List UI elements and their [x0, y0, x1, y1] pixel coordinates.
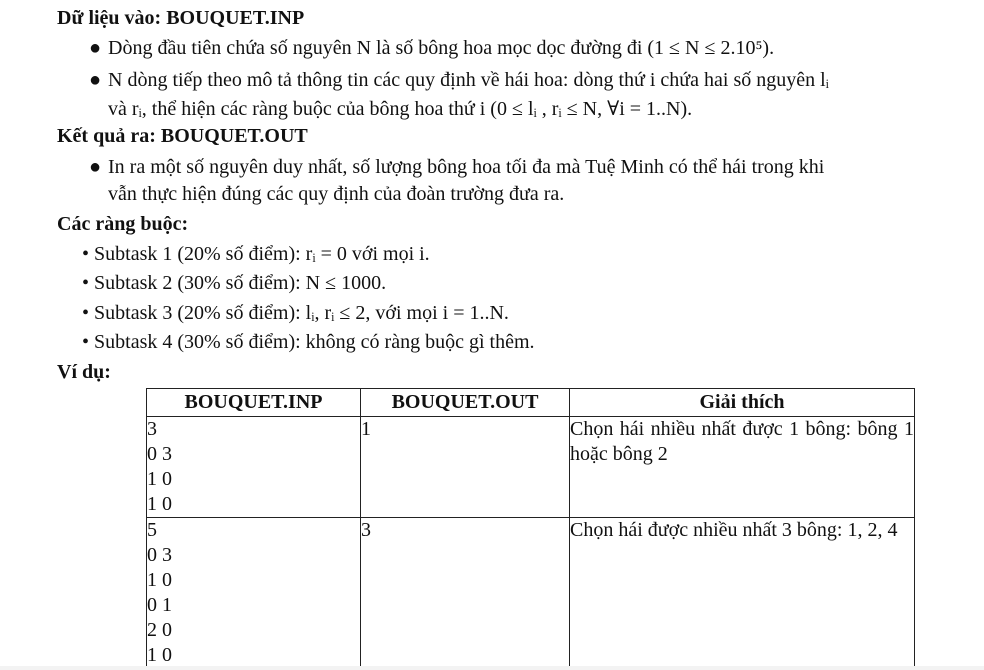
explanation-cell: Chọn hái nhiều nhất được 1 bông: bông 1 hoặc bông 2 — [570, 417, 915, 518]
table-header-row — [147, 389, 915, 417]
input-line: 1 0 — [147, 468, 172, 490]
input-item-2-line-2: và rᵢ, thể hiện các ràng buộc của bông hoa thứ i (0 ≤ lᵢ , rᵢ ≤ N, ∀i = 1..N). — [108, 98, 693, 120]
col-header-explanation: Giải thích — [570, 389, 915, 417]
input-line: 0 3 — [147, 544, 172, 566]
constraints-heading: Các ràng buộc: — [57, 213, 189, 235]
bullet-icon: ● — [89, 69, 102, 91]
col-header-output: BOUQUET.OUT — [361, 389, 570, 417]
input-line: 1 0 — [147, 493, 172, 515]
input-line: 1 0 — [147, 569, 172, 591]
bullet-icon: ● — [89, 37, 102, 59]
output-cell: 3 — [361, 518, 570, 669]
input-cell — [147, 518, 361, 669]
example-table — [146, 388, 915, 669]
input-item-1: Dòng đầu tiên chứa số nguyên N là số bông hoa mọc dọc đường đi (1 ≤ N ≤ 2.10⁵). — [108, 37, 775, 59]
subtask-3-text: Subtask 3 (20% số điểm): lᵢ, rᵢ ≤ 2, với mọi i = 1..N. — [94, 302, 509, 324]
input-line: 0 3 — [147, 443, 172, 465]
subtask-1: • Subtask 1 (20% số điểm): rᵢ = 0 với mọi i. — [82, 243, 430, 265]
subtask-2: • Subtask 2 (30% số điểm): N ≤ 1000. — [82, 272, 387, 294]
output-heading: Kết quả ra: BOUQUET.OUT — [57, 125, 308, 147]
input-item-2-line-1: N dòng tiếp theo mô tả thông tin các quy định về hái hoa: dòng thứ i chứa hai số nguyên lᵢ — [108, 69, 829, 91]
table-row — [147, 518, 915, 669]
subtask-2-text: Subtask 2 (30% số điểm): N ≤ 1000. — [94, 272, 387, 294]
explanation-cell: Chọn hái được nhiều nhất 3 bông: 1, 2, 4 — [570, 518, 915, 669]
input-heading: Dữ liệu vào: BOUQUET.INP — [57, 7, 305, 29]
output-item-line-2: vẫn thực hiện đúng các quy định của đoàn trường đưa ra. — [108, 183, 565, 205]
output-cell: 1 — [361, 417, 570, 518]
subtask-3: • Subtask 3 (20% số điểm): lᵢ, rᵢ ≤ 2, với mọi i = 1..N. — [82, 302, 509, 324]
output-item-line-1: In ra một số nguyên duy nhất, số lượng bông hoa tối đa mà Tuệ Minh có thể hái trong khi — [108, 156, 825, 178]
page-bottom-edge — [0, 666, 984, 670]
input-cell — [147, 417, 361, 518]
input-line: 3 — [147, 418, 157, 440]
col-header-input: BOUQUET.INP — [147, 389, 361, 417]
subtask-4-text: Subtask 4 (30% số điểm): không có ràng buộc gì thêm. — [94, 331, 535, 353]
input-line: 1 0 — [147, 644, 172, 666]
subtask-4: • Subtask 4 (30% số điểm): không có ràng buộc gì thêm. — [82, 331, 535, 353]
subtask-1-text: Subtask 1 (20% số điểm): rᵢ = 0 với mọi i. — [94, 243, 430, 265]
bullet-icon: ● — [89, 156, 102, 178]
input-line: 2 0 — [147, 619, 172, 641]
table-row — [147, 417, 915, 518]
input-line: 5 — [147, 519, 157, 541]
input-line: 0 1 — [147, 594, 172, 616]
example-heading: Ví dụ: — [57, 361, 111, 383]
